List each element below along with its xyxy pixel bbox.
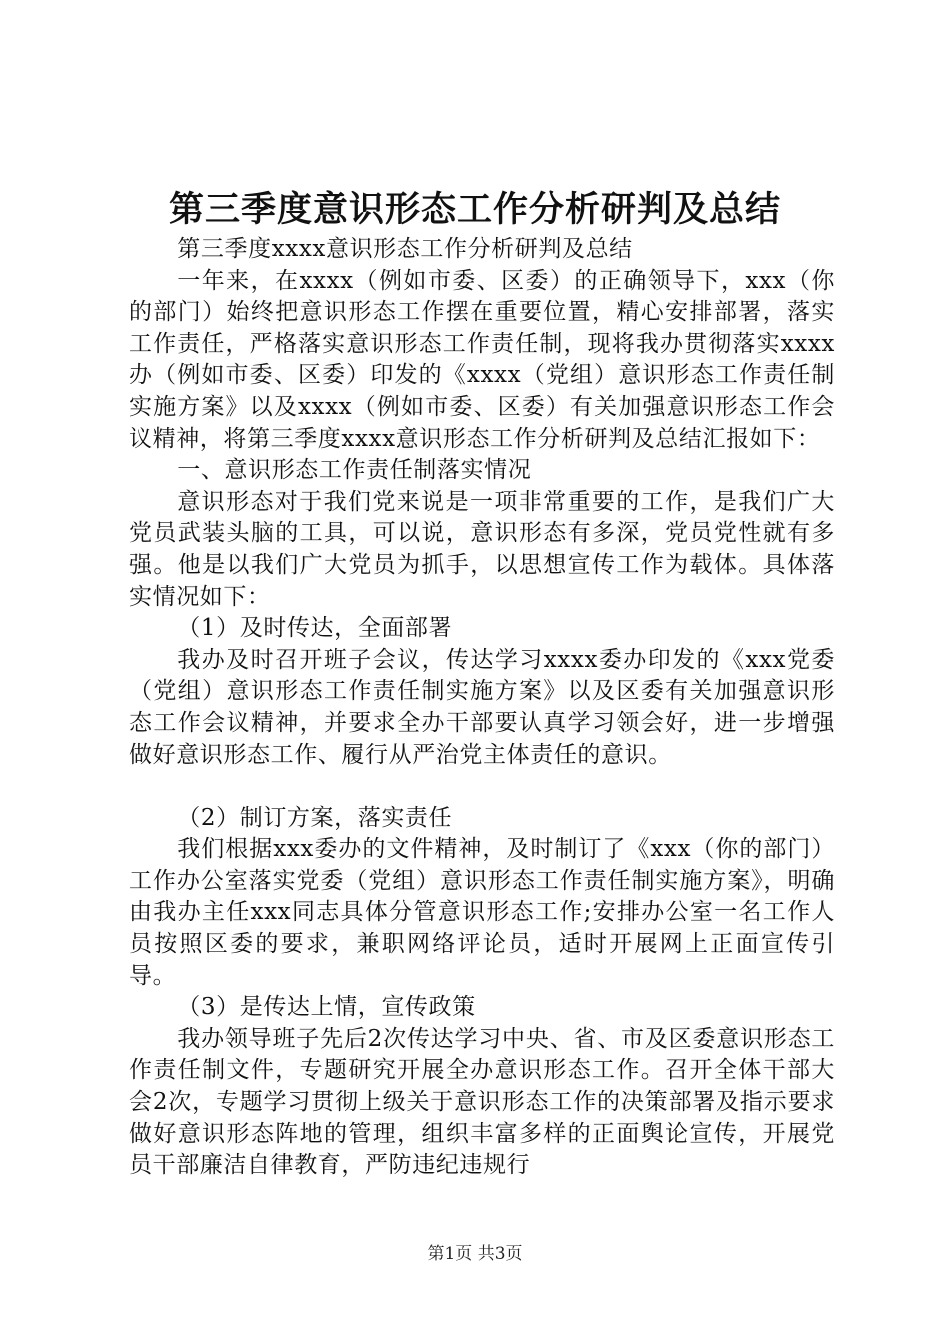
subtitle-paragraph: 第三季度xxxx意识形态工作分析研判及总结	[177, 236, 633, 262]
subheading-2-paragraph: 我们根据xxx委办的文件精神，及时制订了《xxx（你的部门）工作办公室落实党委（党组）意识形态工作责任制实施方案》，明确由我办主任xxx同志具体分管意识形态工作;安排办公室一名工作人员按照区委的要求，兼职网络评论员，适时开展网上正面宣传引导。	[129, 836, 835, 989]
subheading-1-paragraph: 我办及时召开班子会议，传达学习xxxx委办印发的《xxx党委（党组）意识形态工作责任制实施方案》以及区委有关加强意识形态工作会议精神，并要求全办干部要认真学习领会好，进一步增强做好意识形态工作、履行从严治党主体责任的意识。	[129, 646, 835, 768]
intro-paragraph: 一年来，在xxxx（例如市委、区委）的正确领导下，xxx（你的部门）始终把意识形态工作摆在重要位置，精心安排部署，落实工作责任，严格落实意识形态工作责任制，现将我办贯彻落实xxxx办（例如市委、区委）印发的《xxxx（党组）意识形态工作责任制实施方案》以及xxxx（例如市委、区委）有关加强意识形态工作会议精神，将第三季度xxxx意识形态工作分析研判及总结汇报如下：	[129, 267, 835, 452]
page-number-footer: 第1页 共3页	[427, 1244, 523, 1264]
document-title: 第三季度意识形态工作分析研判及总结	[168, 189, 781, 230]
subheading-3: （3）是传达上情，宣传政策	[177, 994, 476, 1021]
section-1-paragraph: 意识形态对于我们党来说是一项非常重要的工作，是我们广大党员武装头脑的工具，可以说，意识形态有多深，党员党性就有多强。他是以我们广大党员为抓手，以思想宣传工作为载体。具体落实情况如下：	[129, 488, 835, 610]
document-body	[129, 234, 835, 1182]
section-heading-1: 一、意识形态工作责任制落实情况	[177, 457, 532, 484]
subheading-2: （2）制订方案，落实责任	[177, 804, 453, 831]
subheading-3-paragraph: 我办领导班子先后2次传达学习中央、省、市及区委意识形态工作责任制文件，专题研究开展全办意识形态工作。召开全体干部大会2次，专题学习贯彻上级关于意识形态工作的决策部署及指示要求做好意识形态阵地的管理，组织丰富多样的正面舆论宣传，开展党员干部廉洁自律教育，严防违纪违规行	[129, 1025, 835, 1179]
subheading-1: （1）及时传达，全面部署	[177, 615, 453, 642]
